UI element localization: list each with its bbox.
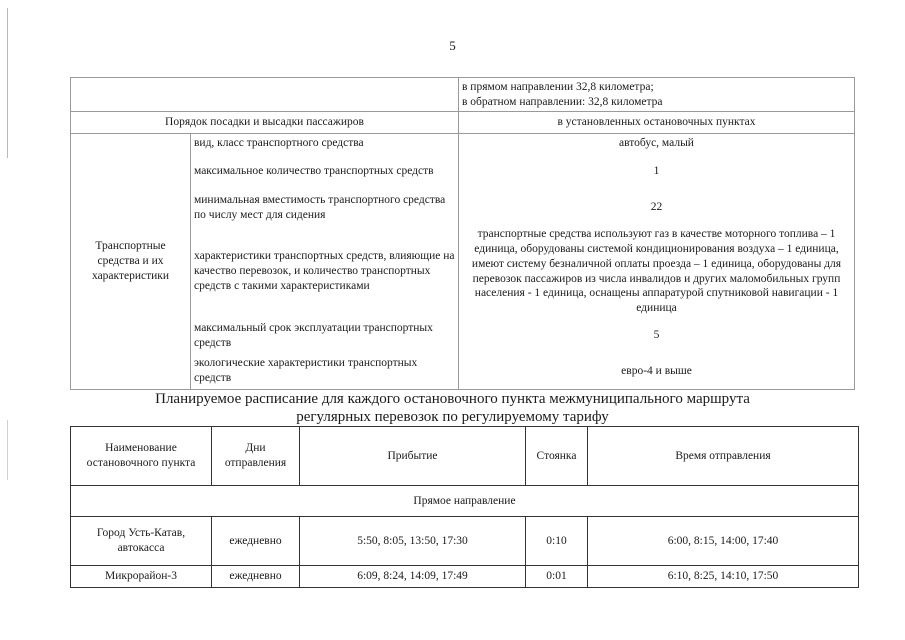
direction-label: Прямое направление: [71, 486, 859, 517]
char-value: транспортные средства используют газ в качестве моторного топлива – 1 единица, оборудованы системой кондиционирования воздуха – 1 единица, имеют систему безналичной оплаты проезда – 1 единица, оборудованы для перевозок пассажиров из числа инвалидов и других маломобильных групп населения - 1 единица, оснащены аппаратурой спутниковой навигации - 1 единица: [459, 226, 855, 318]
header-days: Дни отправления: [212, 427, 300, 486]
header-stay: Стоянка: [526, 427, 588, 486]
distance-reverse: в обратном направлении: 32,8 километра: [462, 95, 663, 108]
table-row: [71, 566, 859, 588]
characteristics-table: [70, 77, 855, 390]
boarding-value: в установленных остановочных пунктах: [459, 112, 855, 134]
char-value: 5: [459, 318, 855, 354]
arrival-times: 6:09, 8:24, 14:09, 17:49: [300, 566, 526, 588]
char-value: евро-4 и выше: [459, 354, 855, 390]
table-row: [71, 517, 859, 566]
arrival-times: 5:50, 8:05, 13:50, 17:30: [300, 517, 526, 566]
scan-edge-mark: [7, 420, 8, 480]
distance-cell: [459, 78, 855, 112]
schedule-title-line: регулярных перевозок по регулируемому тарифу: [296, 409, 609, 425]
vehicles-group-label: Транспортные средства и их характеристики: [71, 134, 191, 390]
departure-times: 6:10, 8:25, 14:10, 17:50: [588, 566, 859, 588]
stop-name: Город Усть-Катав, автокасса: [71, 517, 212, 566]
scan-edge-mark: [7, 8, 8, 158]
table-row: [71, 112, 855, 134]
header-stop: Наименование остановочного пункта: [71, 427, 212, 486]
page-number: 5: [449, 38, 456, 53]
char-label: максимальный срок эксплуатации транспортных средств: [191, 318, 459, 354]
header-arrival: Прибытие: [300, 427, 526, 486]
schedule-title: [0, 390, 905, 426]
char-value: 1: [459, 154, 855, 190]
char-label: характеристики транспортных средств, влияющие на качество перевозок, и количество транспортных средств с такими характеристиками: [191, 226, 459, 318]
departure-days: ежедневно: [212, 517, 300, 566]
stay-duration: 0:10: [526, 517, 588, 566]
table-row: [71, 134, 855, 154]
stay-duration: 0:01: [526, 566, 588, 588]
table-header-row: [71, 427, 859, 486]
table-row: [71, 78, 855, 112]
schedule-table: [70, 426, 859, 588]
char-label: экологические характеристики транспортных средств: [191, 354, 459, 390]
char-value: автобус, малый: [459, 134, 855, 154]
schedule-title-line: Планируемое расписание для каждого остановочного пункта межмуниципального маршрута: [155, 391, 750, 407]
header-departure: Время отправления: [588, 427, 859, 486]
stop-name: Микрорайон-3: [71, 566, 212, 588]
departure-times: 6:00, 8:15, 14:00, 17:40: [588, 517, 859, 566]
char-label: вид, класс транспортного средства: [191, 134, 459, 154]
departure-days: ежедневно: [212, 566, 300, 588]
distance-forward: в прямом направлении 32,8 километра;: [462, 80, 654, 93]
char-value: 22: [459, 190, 855, 226]
direction-row: [71, 486, 859, 517]
char-label: минимальная вместимость транспортного средства по числу мест для сидения: [191, 190, 459, 226]
boarding-label: Порядок посадки и высадки пассажиров: [71, 112, 459, 134]
table-cell: [71, 78, 459, 112]
char-label: максимальное количество транспортных средств: [191, 154, 459, 190]
